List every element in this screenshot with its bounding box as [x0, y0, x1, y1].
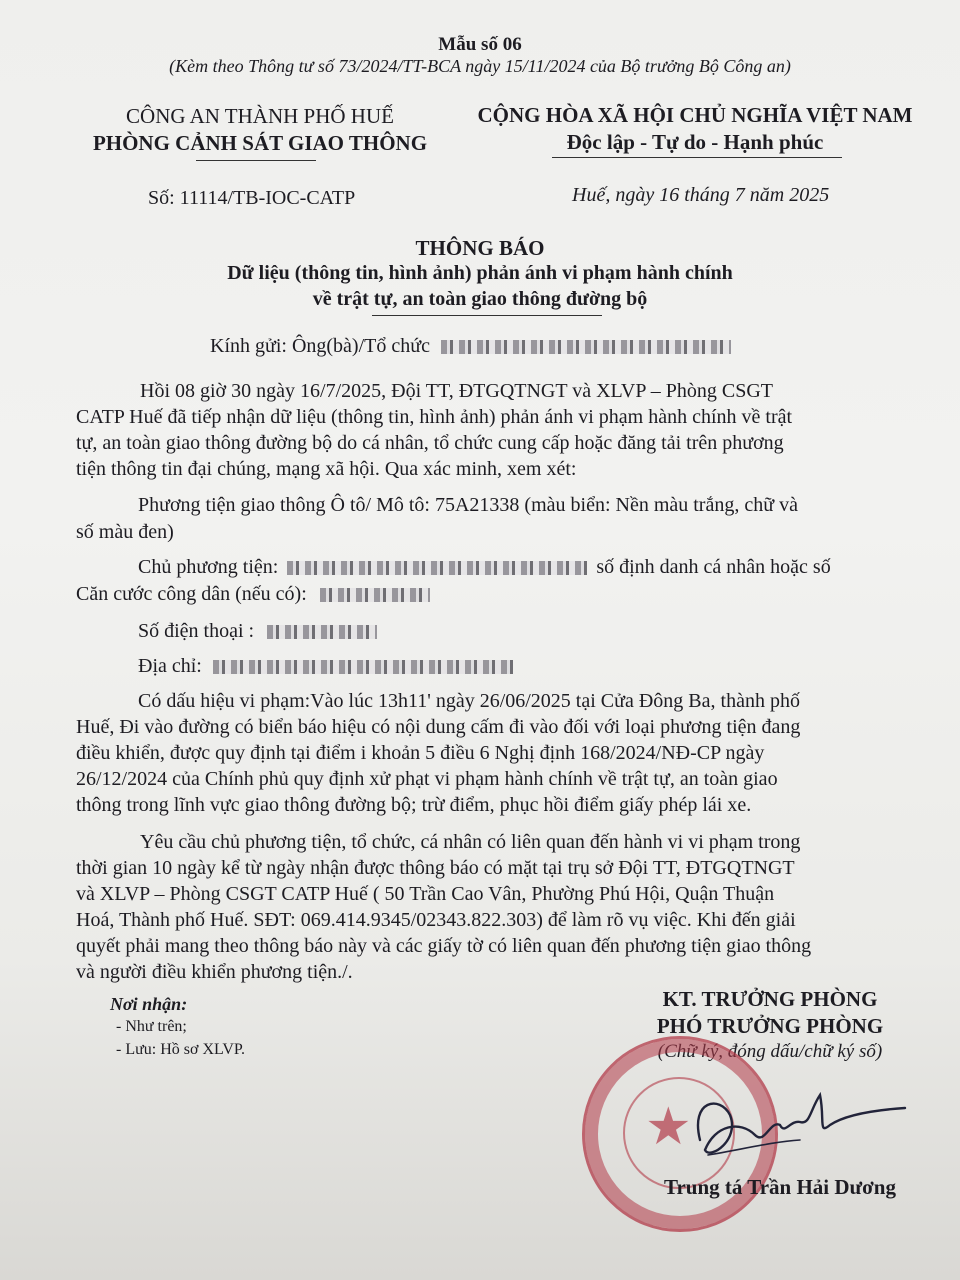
handwritten-signature — [660, 1080, 920, 1190]
address-label: Địa chỉ: — [138, 655, 202, 677]
p1-line-4: tiện thông tin đại chúng, mạng xã hội. Qua xác minh, xem xét: — [76, 458, 577, 480]
request-line-1: Yêu cầu chủ phương tiện, tổ chức, cá nhân có liên quan đến hành vi vi phạm trong — [140, 831, 801, 853]
violation-line-2: Huế, Đi vào đường có biển báo hiệu có nội dung cấm đi vào đối với loại phương tiện đang — [76, 716, 801, 738]
request-line-6: và người điều khiển phương tiện./. — [76, 961, 353, 983]
owner-line — [138, 556, 831, 579]
p1-line-3: tự, an toàn giao thông đường bộ do cá nhân, tổ chức cung cấp hoặc đăng tải trên phương — [76, 432, 784, 454]
form-number: Mẫu số 06 — [438, 34, 522, 55]
violation-line-1: Có dấu hiệu vi phạm:Vào lúc 13h11' ngày 26/06/2025 tại Cửa Đông Ba, thành phố — [138, 690, 800, 712]
id-line — [76, 583, 430, 606]
star-icon: ★ — [645, 1097, 692, 1157]
form-note: (Kèm theo Thông tư số 73/2024/TT-BCA ngày 15/11/2024 của Bộ trưởng Bộ Công an) — [169, 56, 791, 76]
nation-line1: CỘNG HÒA XÃ HỘI CHỦ NGHĨA VIỆT NAM — [477, 103, 913, 127]
nation-underline — [552, 157, 842, 158]
signature-title-1: KT. TRƯỞNG PHÒNG — [662, 987, 878, 1011]
redacted-id — [320, 588, 430, 602]
violation-line-3: điều khiển, được quy định tại điểm i khoản 5 điều 6 Nghị định 168/2024/NĐ-CP ngày — [76, 742, 765, 764]
doc-subtitle-2: về trật tự, an toàn giao thông đường bộ — [312, 288, 648, 310]
redacted-phone — [267, 625, 377, 639]
agency-line1: CÔNG AN THÀNH PHỐ HUẾ — [126, 104, 394, 128]
request-line-5: quyết phải mang theo thông báo này và các giấy tờ có liên quan đến phương tiện giao thông — [76, 935, 812, 957]
recipients-item-2: - Lưu: Hồ sơ XLVP. — [116, 1041, 245, 1058]
request-line-3: và XLVP – Phòng CSGT CATP Huế ( 50 Trần Cao Vân, Phường Phú Hội, Quận Thuận — [76, 883, 775, 905]
agency-line2: PHÒNG CẢNH SÁT GIAO THÔNG — [92, 131, 428, 155]
violation-line-4: 26/12/2024 của Chính phủ quy định xử phạt vi phạm hành chính về trật tự, an toàn giao — [76, 768, 778, 790]
place-date: Huế, ngày 16 tháng 7 năm 2025 — [572, 184, 830, 206]
signature-title-2: PHÓ TRƯỞNG PHÒNG — [656, 1014, 884, 1038]
owner-label: Chủ phương tiện: — [138, 556, 279, 578]
recipient-label: Kính gửi: Ông(bà)/Tổ chức — [210, 335, 430, 357]
doc-title: THÔNG BÁO — [415, 236, 545, 260]
signature-note: (Chữ ký, đóng dấu/chữ ký số) — [657, 1041, 883, 1062]
id-label: Căn cước công dân (nếu có): — [76, 583, 307, 605]
phone-line — [138, 620, 377, 643]
request-line-4: Hoá, Thành phố Huế. SĐT: 069.414.9345/02343.822.303) để làm rõ vụ việc. Khi đến giải — [76, 909, 796, 931]
redacted-address — [213, 660, 513, 674]
p1-line-1: Hồi 08 giờ 30 ngày 16/7/2025, Đội TT, ĐTGQTNGT và XLVP – Phòng CSGT — [140, 380, 773, 402]
vehicle-line-1: Phương tiện giao thông Ô tô/ Mô tô: 75A21338 (màu biển: Nền màu trắng, chữ và — [138, 494, 798, 516]
doc-number: Số: 11114/TB-IOC-CATP — [148, 187, 356, 209]
title-underline — [372, 315, 602, 316]
nation-line2: Độc lập - Tự do - Hạnh phúc — [566, 130, 824, 154]
doc-subtitle-1: Dữ liệu (thông tin, hình ảnh) phản ánh vi phạm hành chính — [227, 262, 733, 284]
vehicle-line-2: số màu đen) — [76, 521, 174, 543]
request-line-2: thời gian 10 ngày kể từ ngày nhận được thông báo có mặt tại trụ sở Đội TT, ĐTGQTNGT — [76, 857, 795, 879]
p1-line-2: CATP Huế đã tiếp nhận dữ liệu (thông tin, hình ảnh) phản ánh vi phạm hành chính về trật — [76, 406, 793, 428]
address-line — [138, 655, 513, 678]
owner-suffix: số định danh cá nhân hoặc số — [596, 556, 831, 578]
redacted-owner — [287, 561, 587, 575]
recipients-item-1: - Như trên; — [116, 1018, 187, 1035]
signer-name: Trung tá Trần Hải Dương — [664, 1175, 896, 1199]
redacted-recipient — [441, 340, 731, 354]
recipients-label: Nơi nhận: — [110, 994, 188, 1014]
agency-underline — [196, 160, 316, 161]
phone-label: Số điện thoại : — [138, 620, 255, 642]
recipient-line — [210, 335, 731, 358]
violation-line-5: thông trong lĩnh vực giao thông đường bộ; trừ điểm, phục hồi điểm giấy phép lái xe. — [76, 794, 752, 816]
